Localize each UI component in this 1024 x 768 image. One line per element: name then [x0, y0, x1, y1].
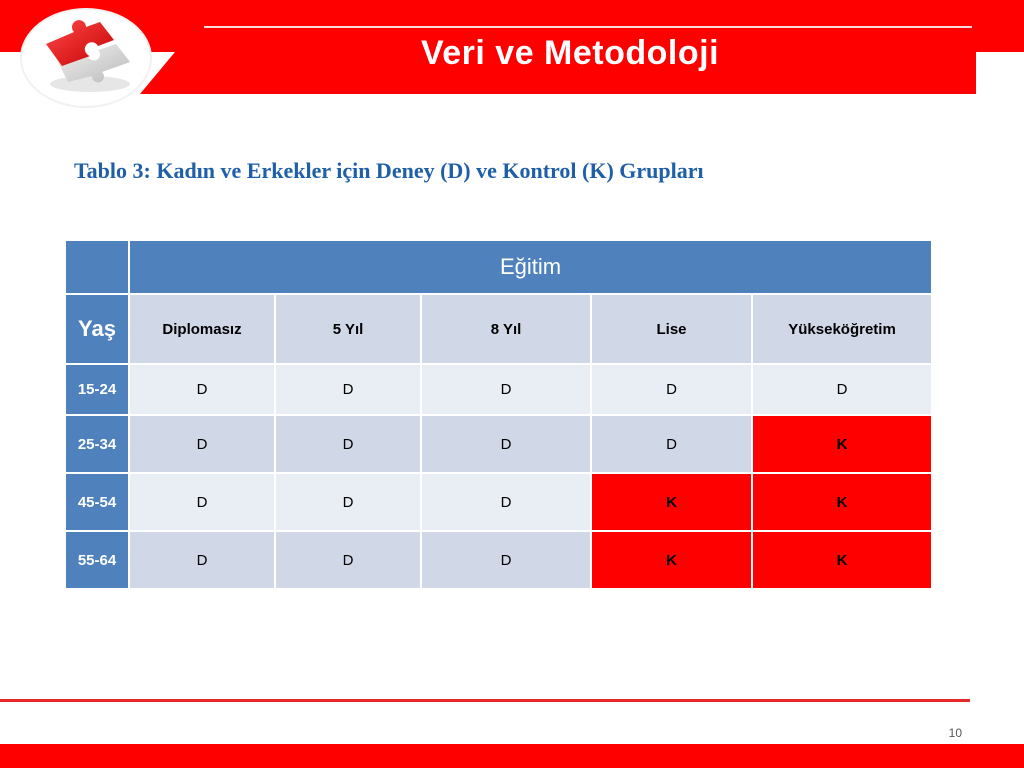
table-row — [65, 415, 932, 473]
table-row — [65, 531, 932, 589]
group-cell: D — [591, 415, 752, 473]
group-cell: D — [421, 531, 591, 589]
age-header: Yaş — [65, 294, 129, 364]
puzzle-pieces-icon — [38, 18, 138, 96]
group-cell: D — [275, 473, 421, 531]
page-title: Veri ve Metodoloji — [420, 34, 720, 72]
table-corner-cell — [65, 240, 129, 294]
table-caption: Tablo 3: Kadın ve Erkekler için Deney (D) ve Kontrol (K) Grupları — [74, 158, 704, 183]
footer-divider — [0, 699, 970, 702]
column-header: Lise — [591, 294, 752, 364]
column-header: 5 Yıl — [275, 294, 421, 364]
age-cell: 45-54 — [65, 473, 129, 531]
groups-table — [64, 239, 933, 590]
education-header: Eğitim — [129, 240, 932, 294]
group-cell: K — [752, 531, 932, 589]
page-number: 10 — [948, 726, 962, 740]
group-cell: D — [129, 473, 275, 531]
column-header: 8 Yıl — [421, 294, 591, 364]
group-cell: K — [752, 415, 932, 473]
footer-band — [0, 744, 1024, 768]
table-row — [65, 473, 932, 531]
group-cell: D — [275, 364, 421, 415]
group-cell: D — [129, 364, 275, 415]
group-cell: D — [421, 415, 591, 473]
group-cell: D — [752, 364, 932, 415]
age-cell: 55-64 — [65, 531, 129, 589]
group-cell: D — [591, 364, 752, 415]
group-cell: K — [591, 531, 752, 589]
table-group-header-row — [65, 240, 932, 294]
group-cell: D — [275, 415, 421, 473]
group-cell: D — [421, 473, 591, 531]
group-cell: K — [591, 473, 752, 531]
age-cell: 25-34 — [65, 415, 129, 473]
age-cell: 15-24 — [65, 364, 129, 415]
column-header: Yükseköğretim — [752, 294, 932, 364]
group-cell: K — [752, 473, 932, 531]
group-cell: D — [129, 531, 275, 589]
group-cell: D — [129, 415, 275, 473]
table-column-header-row — [65, 294, 932, 364]
group-cell: D — [421, 364, 591, 415]
group-cell: D — [275, 531, 421, 589]
column-header: Diplomasız — [129, 294, 275, 364]
table-row — [65, 364, 932, 415]
